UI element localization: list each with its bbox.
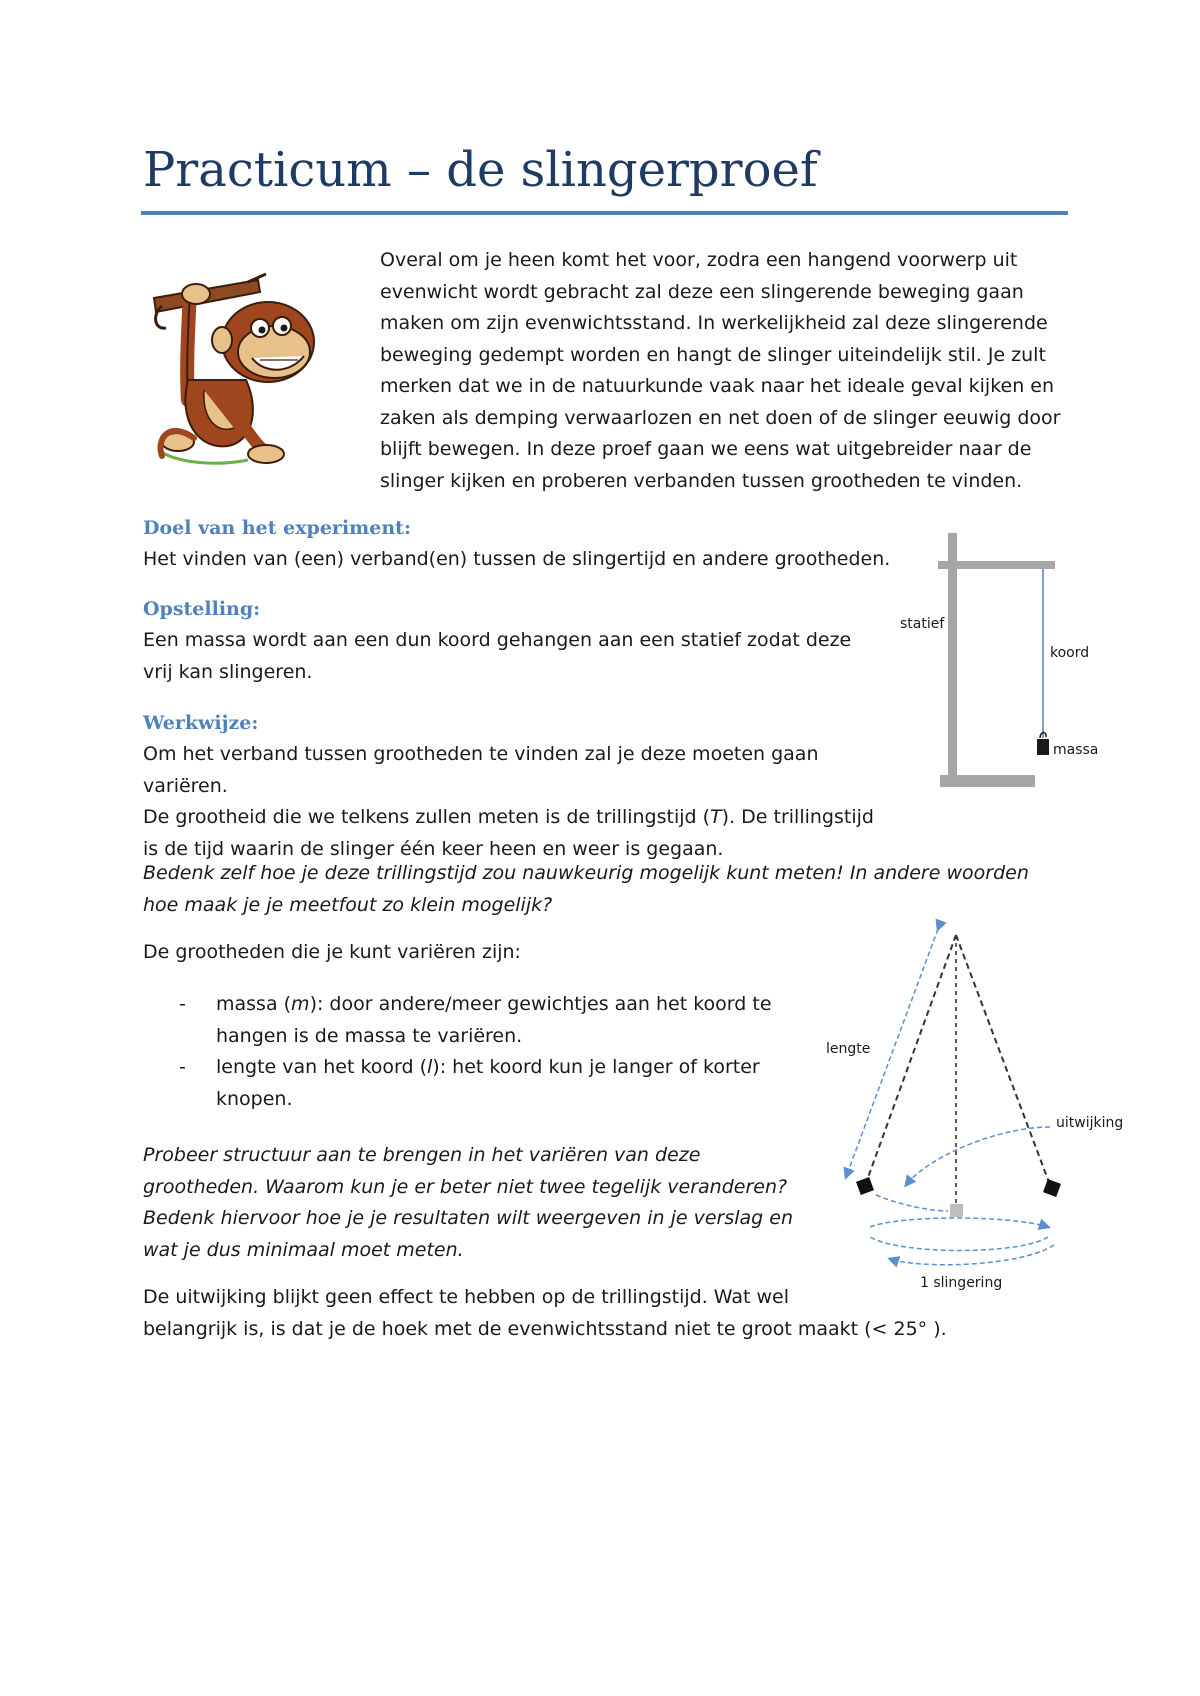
list-dash: - [179, 993, 186, 1015]
section-doel [143, 513, 903, 576]
section-heading-doel: Doel van het experiment: [143, 517, 411, 539]
slingering-arrow-bottom [870, 1237, 1048, 1251]
section-opstelling [143, 594, 863, 688]
label-statief: statief [900, 616, 945, 632]
section-heading-werkwijze: Werkwijze: [143, 712, 259, 734]
symbol-l: l [427, 1056, 433, 1078]
section-werkwijze [143, 708, 883, 865]
opstelling-text: Een massa wordt aan een dun koord gehangen aan een statief zodat deze vrij kan slingeren. [143, 629, 852, 683]
probeer-paragraph: Probeer structuur aan te brengen in het variëren van deze grootheden. Waarom kun je er beter niet twee tegelijk veranderen? Bedenk hiervoor hoe je je resultaten wilt weergeven in je verslag en wat je dus minimaal moet meten. [143, 1144, 794, 1261]
stand-arm [938, 561, 1055, 569]
list-dash: - [179, 1056, 186, 1078]
bob-right [1043, 1179, 1061, 1197]
uitwijking-arrow [906, 1127, 1050, 1185]
list-item-pre: lengte van het koord ( [216, 1056, 428, 1078]
label-massa: massa [1053, 742, 1099, 758]
variable-list [143, 989, 793, 1115]
symbol-m: m [291, 993, 310, 1015]
list-item-post: ): door andere/meer gewichtjes aan het koord te hangen is de massa te variëren. [216, 993, 772, 1047]
stand-base [940, 775, 1035, 787]
werkwijze-line2 [143, 802, 883, 865]
grootheden-intro: De grootheden die je kunt variëren zijn: [143, 941, 521, 963]
swing-arc [876, 1195, 948, 1211]
stand-diagram [900, 533, 1100, 795]
symbol-T: T [710, 806, 722, 828]
list-item [143, 1052, 793, 1115]
bob-rest [950, 1204, 963, 1217]
pendulum-diagram [820, 915, 1150, 1295]
section-heading-opstelling: Opstelling: [143, 598, 261, 620]
list-item-post: ): het koord kun je langer of korter knopen. [216, 1056, 760, 1110]
slingering-arrow-return [890, 1245, 1054, 1265]
mass-block [1037, 739, 1049, 755]
list-item-pre: massa ( [216, 993, 292, 1015]
werkwijze-line2-pre: De grootheid die we telkens zullen meten is de trillingstijd ( [143, 806, 711, 828]
pendulum-lines [866, 935, 1050, 1205]
page-title: Practicum – de slingerproef [143, 142, 818, 198]
label-lengte: lengte [826, 1041, 871, 1057]
werkwijze-line2-post: ). De trillingstijd is de tijd waarin de slinger één keer heen en weer is gegaan. [143, 806, 874, 860]
bedenk-paragraph: Bedenk zelf hoe je deze trillingstijd zou nauwkeurig mogelijk kunt meten! In andere woorden hoe maak je je meetfout zo klein mogelijk? [143, 862, 1029, 916]
intro-paragraph: Overal om je heen komt het voor, zodra een hangend voorwerp uit evenwicht wordt gebracht zal deze een slingerende beweging gaan maken om zijn evenwichtsstand. In werkelijkheid zal deze slingerende beweging gedempt worden en hangt de slinger uiteindelijk stil. Je zult merken dat we in de natuurkunde vaak naar het ideale geval kijken en zaken als demping verwaarlozen en net doen of de slinger eeuwig door blijft bewegen. In deze proef gaan we eens wat uitgebreider naar de slinger kijken en proberen verbanden tussen grootheden te vinden. [380, 249, 1061, 492]
list-item [143, 989, 793, 1052]
werkwijze-line1: Om het verband tussen grootheden te vinden zal je deze moeten gaan variëren. [143, 743, 819, 797]
label-slingering: 1 slingering [920, 1275, 1003, 1291]
label-koord: koord [1050, 645, 1090, 661]
title-rule [141, 211, 1068, 215]
bob-left [856, 1177, 874, 1195]
stand-pole [948, 533, 957, 783]
uitwijking-line2: belangrijk is, is dat je de hoek met de evenwichtsstand niet te groot maakt (< 25° ). [143, 1317, 947, 1340]
slingering-arrow-top [870, 1218, 1048, 1227]
uitwijking-line1: De uitwijking blijkt geen effect te hebben op de trillingstijd. Wat wel [143, 1286, 790, 1308]
monkey-illustration [148, 270, 333, 470]
doel-text: Het vinden van (een) verband(en) tussen de slingertijd en andere grootheden. [143, 548, 891, 570]
label-uitwijking: uitwijking [1056, 1115, 1124, 1131]
